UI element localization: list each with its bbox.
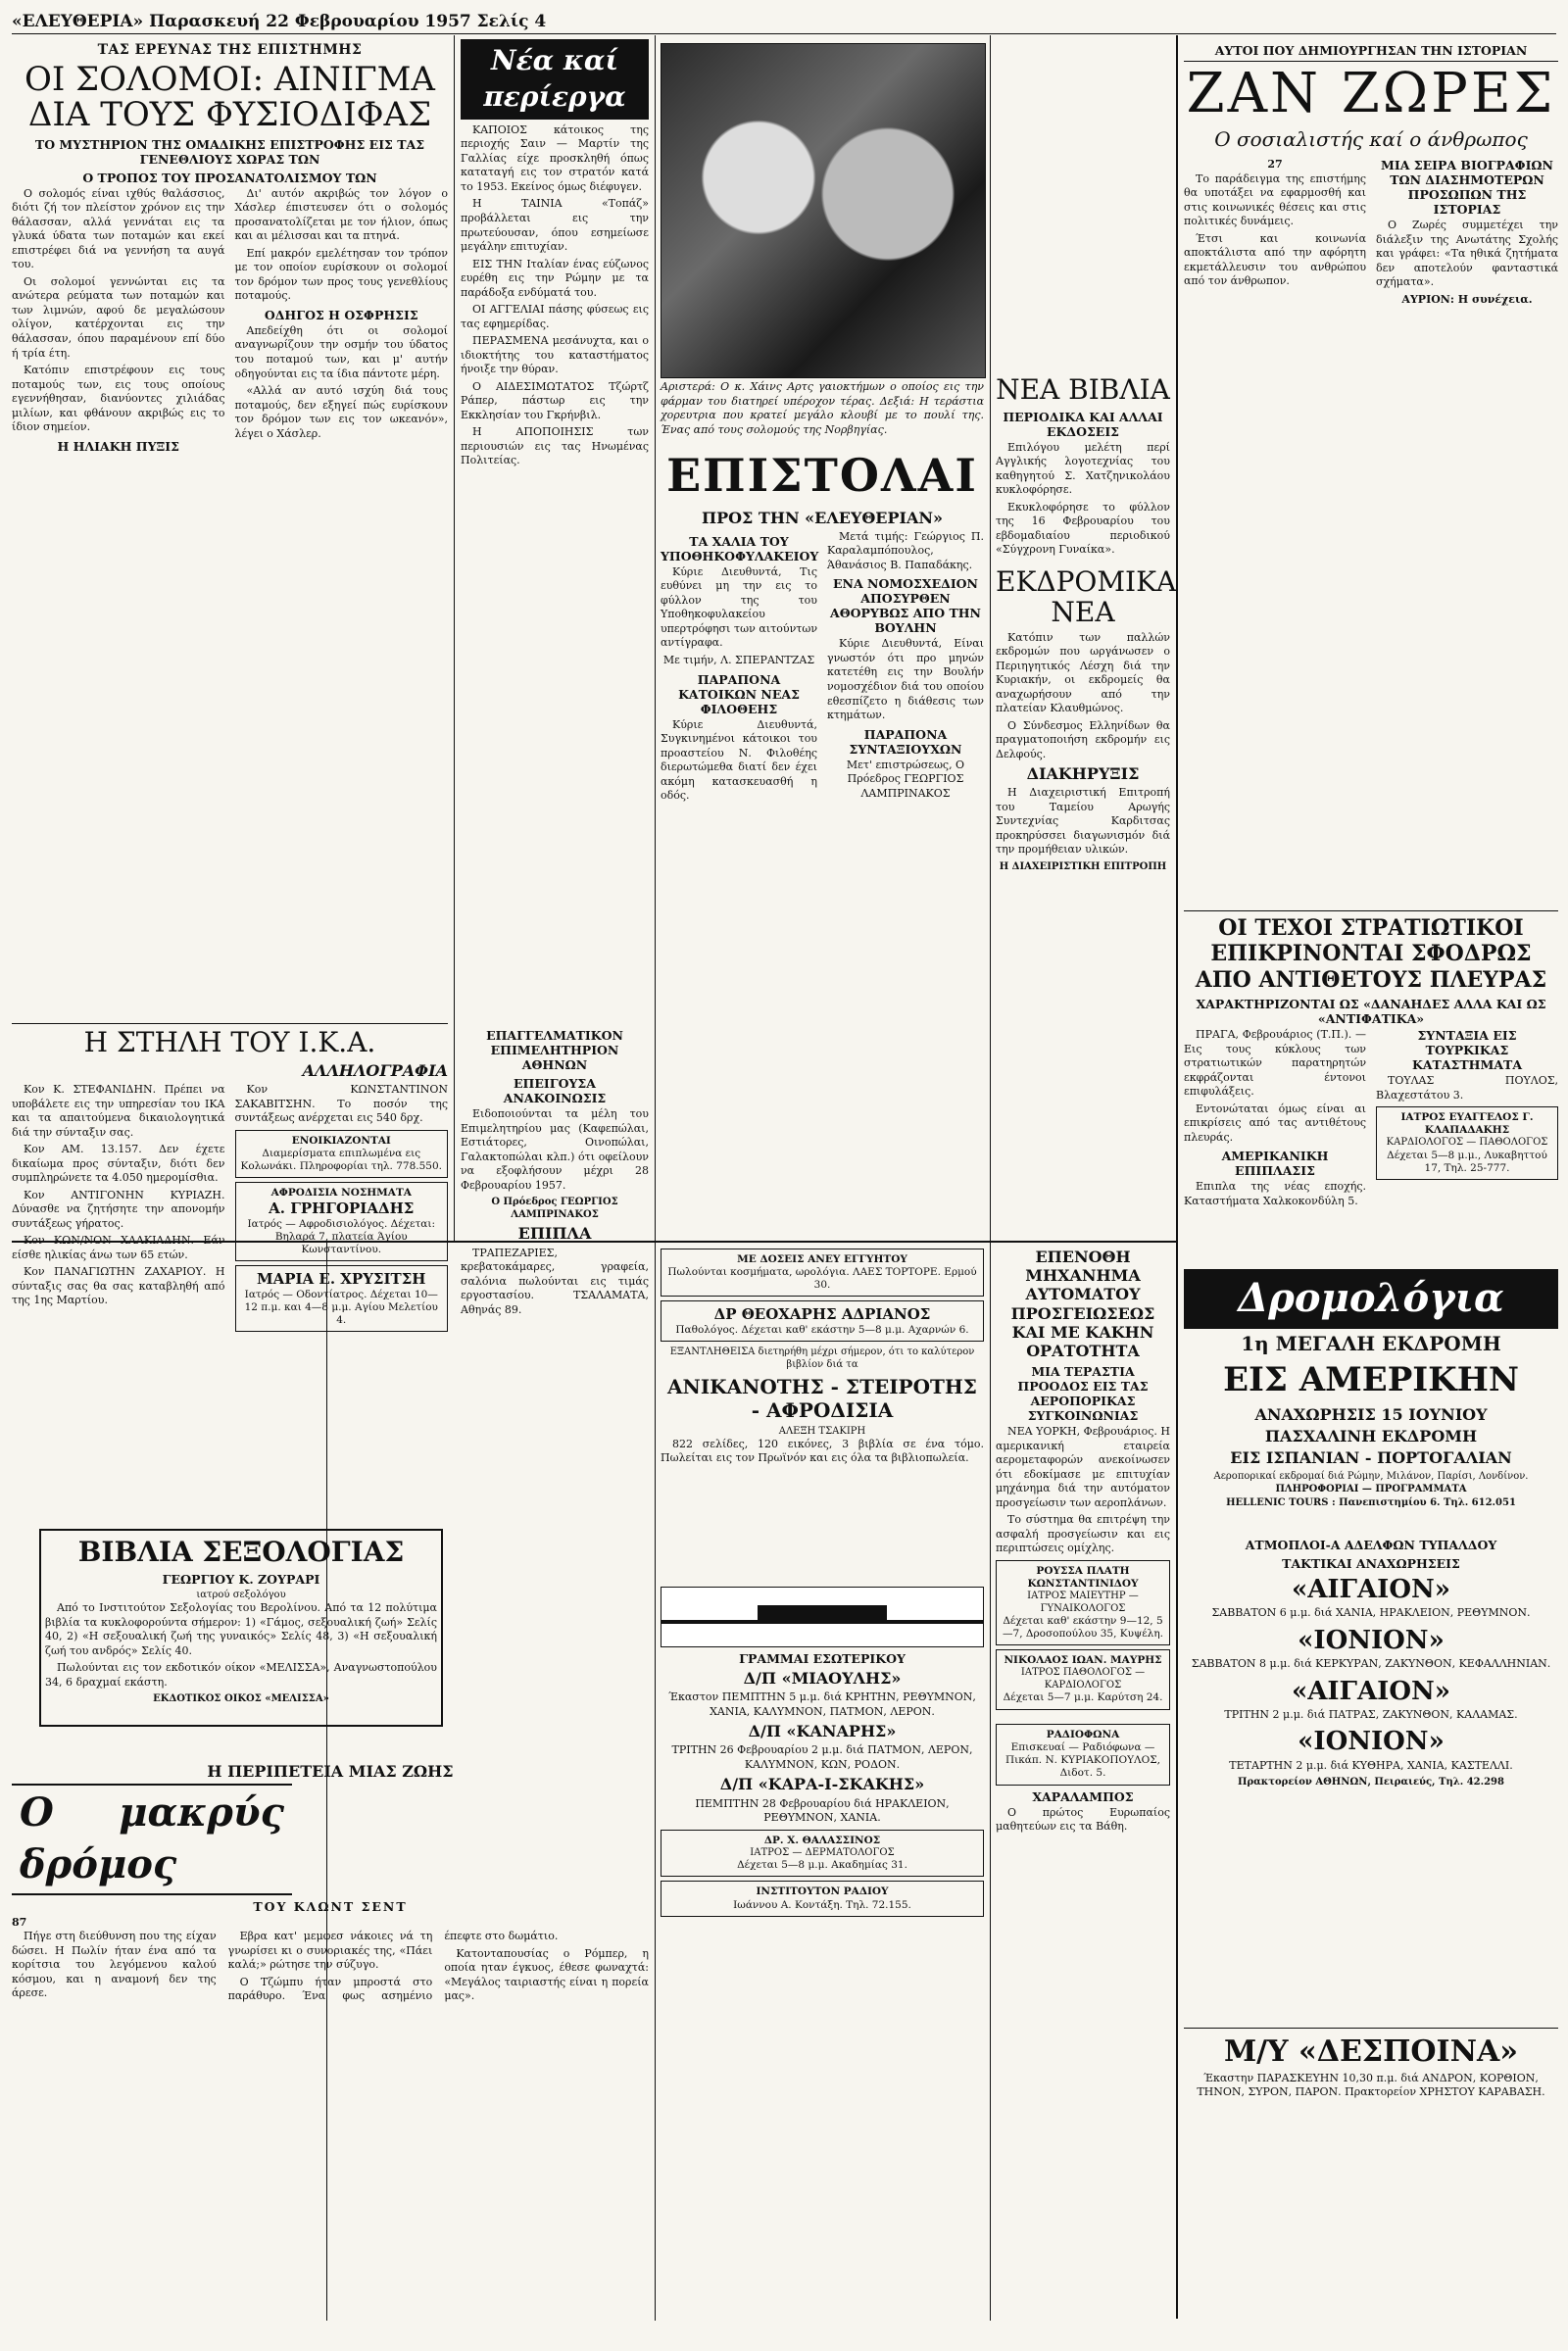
ad-sexologia [39, 1529, 443, 1727]
notice-sub: ΕΠΕΙΓΟΥΣΑ ΑΝΑΚΟΙΝΩΣΙΣ [503, 1076, 607, 1105]
article-title: ΖΑΝ ΖΩΡΕΣ [1186, 62, 1556, 125]
signature: Με τιμήν, Λ. ΣΠΕΡΑΝΤΖΑΣ [662, 654, 815, 666]
ad-name: ΝΙΚΟΛΑΟΣ ΙΩΑΝ. ΜΑΥΡΗΣ [1004, 1654, 1162, 1667]
ad-title: ΕΝΟΙΚΙΑΖΟΝΤΑΙ [291, 1134, 391, 1147]
paragraph: ΠΕΡΑΣΜΕΝΑ μεσάνυχτα, και ο ιδιοκτήτης του καταστήματος ήνοιξε την θύραν. [461, 334, 649, 376]
article-zan-zores [1184, 39, 1558, 902]
news-photo [661, 43, 986, 378]
radio-ad [996, 1724, 1170, 1786]
paragraph: Κύριε Διευθυντά, Συγκινημένοι κάτοικοι του προαστείου Ν. Φιλοθέης διερωτώμεθα διατί δεν έχει ακόμη κατασκευασθή η οδός. [661, 717, 817, 803]
serial-number: 27 [1267, 157, 1283, 171]
paragraph: Κατόπιν των παλλών εκδρομών που ωργάνωσεν ο Περιηγητικός Λέσχη διά την Κυριακήν, οι εκδρομείς θα αναχωρήσουν από την πλατείαν Κλαυθμώνος. [996, 630, 1170, 715]
ship-heading: ΑΤΜΟΠΛΟΙ-Α ΑΔΕΛΦΩΝ ΤΥΠΑΛΔΟΥ [1245, 1538, 1497, 1552]
ad-text: Ιατρός — Αφροδισιολόγος. Δέχεται: Βηλαρά 7, πλατεία Άγίου Κωνσταντίνου. [247, 1217, 436, 1256]
ad-text: Δέχεται 5—7 μ.μ. Καρύτση 24. [1003, 1691, 1163, 1704]
article-subtitle: ΧΑΡΑΚΤΗΡΙΖΟΝΤΑΙ ΩΣ «ΔΑΝΑΗΔΕΣ ΑΛΛΑ ΚΑΙ ΩΣ «ΑΝΤΙΦΑΤΙΚΑ» [1196, 997, 1546, 1027]
ship-name: «ΑΙΓΑΙΟΝ» [1291, 1575, 1451, 1604]
ad-text: ΠΛΗΡΟΦΟΡΙΑΙ — ΠΡΟΓΡΑΜΜΑΤΑ [1275, 1484, 1467, 1495]
paragraph: Απεδείχθη ότι οι σολομοί αναγνωρίζουν την οσμήν του ύδατος του ποταμού των, και μ' αυτήν οδηγούνται εις τα ίδια πάντοτε μέρη. [234, 323, 448, 380]
ship-name: Δ/Π «ΚΑΝΑΡΗΣ» [748, 1722, 897, 1741]
ship-name: «ΙΟΝΙΟΝ» [1298, 1625, 1445, 1655]
paragraph: Μετά τιμής: Γεώργιος Π. Καραλαμπόπουλος, Άθανάσιος Β. Παπαδάκης. [827, 529, 984, 571]
paragraph: Ειδοποιούνται τα μέλη του Επιμελητηρίου μας (Καφεπώλαι, Εστιάτορες, Οινοπώλαι, Γαλακτοπώλαι κλπ.) ότι οφείλουν να εξοφλήσουν μέχρι 28 Φεβρουαρίου 1957. [461, 1107, 649, 1192]
ship-schedule: ΤΕΤΑΡΤΗΝ 2 μ.μ. διά ΚΥΘΗΡΑ, ΧΑΝΙΑ, ΚΑΣΤΕΛΛΙ. [1229, 1758, 1513, 1772]
ad-line: ΠΑΣΧΑΛΙΝΗ ΕΚΔΡΟΜΗ [1264, 1426, 1478, 1445]
ad-name: ΡΟΥΣΣΑ ΠΛΑΤΗ ΚΩΝΣΤΑΝΤΙΝΙΔΟΥ [1027, 1564, 1139, 1590]
paragraph: Κον ΑΝΤΙΓΟΝΗΝ ΚΥΡΙΑΖΗ. Δύνασθε να ζητήσητε την απονομήν συντάξεως γήρατος. [12, 1188, 225, 1230]
section-heading: ΟΔΗΓΟΣ Η ΟΣΦΡΗΣΙΣ [264, 307, 418, 322]
shipping-block-left [661, 1583, 984, 2318]
ad-line: ΕΙΣ ΙΣΠΑΝΙΑΝ - ΠΟΡΤΟΓΑΛΙΑΝ [1230, 1448, 1512, 1468]
paragraph: Επιλόγου μελέτη περί Αγγλικής λογοτεχνίας του καθηγητού Σ. Χατζηνικολάου κυκλοφόρησε. [996, 440, 1170, 497]
paragraph: 822 σελίδες, 120 εικόνες, 3 βιβλία σε ένα τόμο. Πωλείται εις τον Πρωϊνόν και εις όλα τα βιβλιοπωλεία. [661, 1437, 984, 1465]
column-lower-inner-2 [996, 1720, 1170, 2318]
ad-text: Ιωάννου Α. Κοντάξη. Τηλ. 72.155. [733, 1898, 911, 1911]
column-nea-kai-periergia [461, 39, 649, 1019]
section-heading: ΠΑΡΑΠΟΝΑ ΚΑΤΟΙΚΩΝ ΝΕΑΣ ΦΙΛΟΘΕΗΣ [678, 671, 800, 716]
paragraph: ΟΙ ΑΓΓΕΛΙΑΙ πάσης φύσεως εις τας εφημερίδας. [461, 303, 649, 330]
section-title: ΔΙΑΚΗΡΥΞΙΣ [1026, 764, 1140, 784]
ship-schedule: ΤΡΙΤΗΝ 26 Φεβρουαρίου 2 μ.μ. διά ΠΑΤΜΟΝ, ΛΕΡΟΝ, ΚΑΛΥΜΝΟΝ, ΚΩΝ, ΡΟΔΟΝ. [671, 1743, 973, 1771]
section-title: ΕΚΔΡΟΜΙΚΑ ΝΕΑ [996, 564, 1177, 628]
section-heading: ΧΑΡΑΛΑΜΠΟΣ [1032, 1788, 1134, 1804]
doctor-ad [996, 1649, 1170, 1709]
paragraph: Πήγε στη διεύθυνση που της είχαν δώσει. Η Πωλίν ήταν ένα από τα κορίτσια του λεγόμενου καλού κόσμου, και η αναμονή δεν της άρεσε. [12, 1930, 217, 2000]
shipping-block-right [1184, 1534, 1558, 2014]
ship-illustration [661, 1587, 984, 1647]
ad-line: 1η ΜΕΓΑΛΗ ΕΚΔΡΟΜΗ [1241, 1331, 1501, 1355]
radio-ad [661, 1881, 984, 1916]
paragraph: Εβρα κατ' μεμφεσ νάκοιες νά τη γνωρίσει κι ο συνοριακές της, «Πάει καλά;» ρώτησε την σύζυγο. [227, 1930, 433, 1972]
ad-text: Πωλούνται κοσμήματα, ωρολόγια. ΛΑΕΣ ΤΟΡΤΟΡΕ. Ερμού 30. [667, 1266, 977, 1292]
ship-schedule: Έκαστον ΠΕΜΠΤΗΝ 5 μ.μ. διά ΚΡΗΤΗΝ, ΡΕΘΥΜΝΟΝ, ΧΑΝΙΑ, ΚΑΛΥΜΝΟΝ, ΠΑΤΜΟΝ, ΛΕΡΟΝ. [668, 1690, 976, 1718]
signature: Μετ' επιστρώσεως, Ο Πρόεδρος ΓΕΩΡΓΙΟΣ ΛΑΜΠΡΙΝΑΚΟΣ [846, 758, 965, 800]
section-heading: ΤΑ ΧΑΛΙΑ ΤΟΥ ΥΠΟΘΗΚΟΦΥΛΑΚΕΙΟΥ [661, 533, 819, 563]
paragraph: Κον ΚΩΝ/ΝΟΝ ΧΑΛΚΙΑΔΗΝ. Εάν είσθε ηλικίας άνω των 65 ετών. [12, 1234, 225, 1261]
column-right-inner [996, 39, 1177, 1240]
paragraph: ΝΕΑ ΥΟΡΚΗ, Φεβρουάριος. Η αμερικανική εταιρεία αερομεταφορών ανεκοίνωσεν ότι εδοκίμασε με επιτυχίαν μηχάνημα διά την αυτόματον προσγείωσιν των αεροπλάνων. [996, 1425, 1171, 1509]
paragraph: ΤΡΑΠΕΖΑΡΙΕΣ, κρεβατοκάμαρες, γραφεία, σαλόνια πωλούνται εις τιμάς εργοστασίου. ΤΣΑΛΑΜΑΤΑ, Αθηνάς 89. [461, 1246, 649, 1316]
masthead [12, 10, 1556, 34]
ship-schedule: ΠΕΜΠΤΗΝ 28 Φεβρουαρίου διά ΗΡΑΚΛΕΙΟΝ, ΡΕΘΥΜΝΟΝ, ΧΑΝΙΑ. [695, 1796, 950, 1825]
series-header: ΑΥΤΟΙ ΠΟΥ ΔΗΜΙΟΥΡΓΗΣΑΝ ΤΗΝ ΙΣΤΟΡΙΑΝ [1184, 43, 1558, 62]
continuation-note: ΑΥΡΙΟΝ: Η συνέχεια. [1401, 292, 1533, 306]
ad-jewelry [661, 1249, 984, 1297]
notice-sign: Η ΔΙΑΧΕΙΡΙΣΤΙΚΗ ΕΠΙΤΡΟΠΗ [999, 860, 1167, 872]
ad-title: ΕΠΙΠΛΑ [517, 1224, 592, 1244]
ad-text: Δέχεται καθ' εκάστην 9—12, 5—7, Δροσοπούλου 35, Κυψέλη. [1003, 1615, 1163, 1641]
article-solomoi [12, 39, 448, 823]
section-sub: ΠΕΡΙΟΔΙΚΑ ΚΑΙ ΑΛΛΑΙ ΕΚΔΟΣΕΙΣ [1003, 409, 1163, 439]
paragraph: Ο σολομός είναι ιχθύς θαλάσσιος, διότι ζή τον πλείστον χρόνον εις την θάλασσαν, αλλά γεννάται εις τα γλυκά ύδατα των ποταμών και εκεί επιστρέφει διά να γεννήση τα αυγά του. [12, 186, 225, 271]
ad-name: ΜΑΡΙΑ Ε. ΧΡΥΣΙΤΣΗ [257, 1270, 426, 1289]
ad-sub: ΙΑΤΡΟΣ — ΔΕΡΜΑΤΟΛΟΓΟΣ [750, 1846, 895, 1858]
article-title: ΟΙ ΣΟΛΟΜΟΙ: ΑΙΝΙΓΜΑ ΔΙΑ ΤΟΥΣ ΦΥΣΙΟΔΙΦΑΣ [24, 60, 435, 135]
paragraph: Η ΤΑΙΝΙΑ «Τοπάζ» προβάλλεται εις την πρωτεύουσαν, όπου εσημείωσε μεγάλην επιτυχίαν. [461, 197, 649, 254]
ship-name: Δ/Π «ΚΑΡΑ-Ι-ΣΚΑΚΗΣ» [719, 1775, 925, 1794]
paragraph: Ο ΑΙΔΕΣΙΜΩΤΑΤΟΣ Τζώρτζ Ράπερ, πάστωρ εις την Εκκλησίαν του Γκρήνβιλ. [461, 379, 649, 421]
ad-dromologia [1184, 1269, 1558, 1524]
article-subtitle: Ο σοσιαλιστής καί ο άνθρωπος [1214, 126, 1528, 151]
ship-heading: ΓΡΑΜΜΑΙ ΕΣΩΤΕΡΙΚΟΥ [739, 1651, 906, 1666]
paragraph: Ο Ζωρές συμμετέχει την διάλεξιν της Ανωτάτης Σχολής και γράφει: «Τα ηθικά ζητήματα δεν αποτελούν φανταστικά σχήματα». [1376, 218, 1558, 289]
paragraph: ΕΙΣ ΤΗΝ Ιταλίαν ένας εύζωνος ευρέθη εις την Ρώμην με τα παράδοξα ενδύματά του. [461, 257, 649, 299]
ad-author: ΓΕΩΡΓΙΟΥ Κ. ΖΟΥΡΑΡΙ [162, 1571, 320, 1587]
doctor-ad [661, 1300, 984, 1342]
doctor-ad [235, 1265, 449, 1332]
ad-text: Δέχεται 5—8 μ.μ., Λυκαβηττού 17, Τηλ. 25-777. [1387, 1149, 1547, 1175]
serial-author: ΤΟΥ ΚΛΩΝΤ ΣΕΝΤ [253, 1898, 408, 1914]
paragraph: Κον ΚΩΝΣΤΑΝΤΙΝΟΝ ΣΑΚΑΒΙΤΣΗΝ. Το ποσόν της συντάξεως ανέρχεται εις 540 δρχ. [234, 1082, 448, 1125]
ad-name: ΔΡ. Χ. ΘΑΛΑΣΣΙΝΟΣ [763, 1834, 881, 1846]
ship-name: «ΙΟΝΙΟΝ» [1298, 1727, 1445, 1757]
ship-subheading: ΤΑΚΤΙΚΑΙ ΑΝΑΧΩΡΗΣΕΙΣ [1282, 1556, 1460, 1571]
ad-title: ΑΦΡΟΔΙΣΙΑ ΝΟΣΗΜΑΤΑ [270, 1186, 412, 1199]
ad-line: ΕΙΣ ΑΜΕΡΙΚΗΝ [1223, 1359, 1519, 1399]
ad-text: Επισκευαί — Ραδιόφωνα — Πικάπ. Ν. ΚΥΡΙΑΚΟΠΟΥΛΟΣ, Διδοτ. 5. [1004, 1741, 1161, 1780]
section-heading: Η ΗΛΙΑΚΗ ΠΥΞΙΣ [57, 438, 179, 454]
article-title: ΕΠΕΝΟΘΗ ΜΗΧΑΝΗΜΑ ΑΥΤΟΜΑΤΟΥ ΠΡΟΣΓΕΙΩΣΕΩΣ ΚΑΙ ΜΕ ΚΑΚΗΝ ΟΡΑΤΟΤΗΤΑ [1010, 1248, 1155, 1360]
paragraph: Το παράδειγμα της επιστήμης θα υποτάξει να εφαρμοσθή και στις κοινωνικές θέσεις και στις πολιτικές δυνάμεις. [1184, 171, 1366, 228]
ad-title: ΒΙΒΛΙΑ ΣΕΞΟΛΟΓΙΑΣ [77, 1536, 405, 1568]
paragraph: Κον ΑΜ. 13.157. Δεν έχετε δικαίωμα προς σύνταξιν, διότι δεν συμπληρώνετε τα 4.050 ημερομίσθια. [12, 1143, 225, 1185]
paragraph: Δι' αυτόν ακριβώς τον λόγον ο Χάσλερ έπιστευσεν ότι ο σολομός προσανατολίζεται με τον ήλιον, όπως και αι μέλισσαι και τα πτηνά. [234, 186, 448, 243]
notice-title: ΕΠΑΓΓΕΛΜΑΤΙΚΟΝ ΕΠΙΜΕΛΗΤΗΡΙΟΝ ΑΘΗΝΩΝ [486, 1028, 623, 1072]
masthead-left: «ΕΛΕΥΘΕΡΙΑ» Παρασκευή 22 Φεβρουαρίου 1957 Σελίς 4 [12, 12, 547, 31]
photo-caption: Αριστερά: Ο κ. Χάινς Αρτς γαιοκτήμων ο οποίος εις την φάρμαν του διατηρεί υπέροχον τέρας. Δεξιά: Η τεράστια χορευτρια που κρατεί μεγάλο κλουβί με το πουλί της. Ένας από τους σολομούς της Νορβηγίας. [661, 380, 984, 436]
article-subtitle: ΤΟ ΜΥΣΤΗΡΙΟΝ ΤΗΣ ΟΜΑΔΙΚΗΣ ΕΠΙΣΤΡΟΦΗΣ ΕΙΣ ΤΑΣ ΓΕΝΕΘΛΙΟΥΣ ΧΩΡΑΣ ΤΩΝ [34, 136, 425, 167]
section-heading: ΠΑΡΑΠΟΝΑ ΣΥΝΤΑΞΙΟΥΧΩΝ [849, 726, 962, 757]
serial-makrys-dromos [12, 1759, 649, 2318]
paragraph: Κατονταπουσίας ο Ρόμπερ, η οποία ηταν έγκυος, έθεσε φωναχτά: «Μεγάλος ταιριαστής είναι η πορεία μας». [444, 1946, 649, 2003]
paragraph: Κατόπιν επιστρέφουν εις τους ποταμούς των, εις τους οποίους εγεννήθησαν, διανύοντες χιλιάδας μιλίων, και φθάνουν ακριβώς εις το ίδιον σημείον. [12, 364, 225, 434]
ship-contact: Πρακτορείον ΑΘΗΝΩΝ, Πειραιεύς, Τηλ. 42.298 [1238, 1777, 1504, 1788]
paragraph: Κον Κ. ΣΤΕΦΑΝΙΔΗΝ. Πρέπει να υποβάλετε εις την υπηρεσίαν του ΙΚΑ και τα απαιτούμενα δικαιολογητικά διά την σύνταξιν σας. [12, 1082, 225, 1139]
article-title: ΟΙ ΤΕΧΟΙ ΣΤΡΑΤΙΩΤΙΚΟΙ ΕΠΙΚΡΙΝΟΝΤΑΙ ΣΦΟΔΡΩΣ ΑΠΟ ΑΝΤΙΘΕΤΟΥΣ ΠΛΕΥΡΑΣ [1195, 915, 1547, 993]
paragraph: Ο πρώτος Ευρωπαίος μαθητεύων εις τα Βάθη. [996, 1805, 1170, 1834]
paragraph: Επί μακρόν εμελέτησαν τον τρόπον με τον οποίον ευρίσκουν οι σολομοί τον δρόμον των προς τους γενεθλίους ποταμούς. [234, 246, 448, 303]
serial-number: 87 [12, 1915, 27, 1929]
paragraph: Εντονώταται όμως είναι αι επικρίσεις από τας αντιθέτους πλευράς. [1184, 1102, 1366, 1144]
paragraph: ΚΑΠΟΙΟΣ κάτοικος της περιοχής Σαιν — Μαρτίν της Γαλλίας είχε προσκληθή όπως καταταγή εις τον στρατόν κατά το 1953. Εκείνος όμως διέφυγεν. [461, 122, 649, 193]
ship-name: Δ/Π «ΜΙΑΟΥΛΗΣ» [743, 1669, 902, 1688]
ad-line: ΑΝΑΧΩΡΗΣΙΣ 15 ΙΟΥΝΙΟΥ [1254, 1404, 1488, 1424]
doctor-ad [661, 1830, 984, 1878]
ad-text: Παθολόγος. Δέχεται καθ' εκάστην 5—8 μ.μ. Αχαρνών 6. [675, 1324, 969, 1337]
ship-schedule: ΤΡΙΤΗΝ 2 μ.μ. διά ΠΑΤΡΑΣ, ΖΑΚΥΝΘΟΝ, ΚΑΛΑΜΑΣ. [1224, 1707, 1518, 1721]
ad-title: ΣΥΝΤΑΞΙΑ ΕΙΣ ΤΟΥΡΚΙΚΑΣ ΚΑΤΑΣΤΗΜΑΤΑ [1411, 1028, 1523, 1073]
ad-text: Αεροπορικαί εκδρομαί διά Ρώμην, Μιλάνον, Παρίσι, Λονδίνον. [1213, 1471, 1529, 1483]
ship-name: Μ/Υ «ΔΕΣΠΟΙΝΑ» [1223, 2034, 1519, 2069]
section-banner: Δρομολόγια [1184, 1269, 1558, 1329]
paragraph: Πωλούνται εις τον εκδοτικόν οίκον «ΜΕΛΙΣΣΑ», Αναγνωστοπούλου 34, 6 δραχμαί εκάστη. [45, 1661, 437, 1689]
article-epistolai [661, 446, 984, 1235]
ad-name: Α. ΓΡΗΓΟΡΙΑΔΗΣ [269, 1200, 415, 1218]
ad-lead: ΕΞΑΝΤΛΗΘΕΙΣΑ διετηρήθη μέχρι σήμερον, ότι το καλύτερον βιβλίον διά τα [669, 1347, 975, 1371]
paragraph: Κον ΠΑΝΑΓΙΩΤΗΝ ΖΑΧΑΡΙΟΥ. Η σύνταξις σας θα σας καταβληθή από της 1ης Μαρτίου. [12, 1265, 225, 1307]
paragraph: Κύριε Διευθυντά, Είναι γνωστόν ότι προ μηνών κατετέθη εις την Βουλήν νομοσχέδιον διά του οποίου εθεσπίζετο η διάθεσις των κτημάτων. [827, 637, 984, 722]
column-lower-mid [661, 1245, 984, 1578]
paragraph: Ο Σύνδεσμος Ελληνίδων θα πραγματοποιήση εκδρομήν εις Δελφούς. [996, 718, 1170, 760]
ad-title: ΑΜΕΡΙΚΑΝΙΚΗ ΕΠΙΠΛΑΣΙΣ [1221, 1149, 1329, 1179]
article-kicker: ΤΑΣ ΕΡΕΥΝΑΣ ΤΗΣ ΕΠΙΣΤΗΜΗΣ [97, 42, 363, 58]
ad-author: ΑΛΕΞΗ ΤΣΑΚΙΡΗ [778, 1425, 866, 1437]
series-note: ΜΙΑ ΣΕΙΡΑ ΒΙΟΓΡΑΦΙΩΝ ΤΩΝ ΔΙΑΣΗΜΟΤΕΡΩΝ ΠΡΟΣΩΠΩΝ ΤΗΣ ΙΣΤΟΡΙΑΣ [1381, 157, 1553, 217]
paragraph: Έτσι και κοινωνία αποκτάλιστα από την αφόρητη εκμετάλλευσιν του ανθρώπου από τον άνθρωπον. [1184, 231, 1366, 288]
ad-name: ΡΑΔΙΟΦΩΝΑ [1046, 1729, 1120, 1740]
article-title: Η ΣΤΗΛΗ ΤΟΥ Ι.Κ.Α. [83, 1026, 376, 1058]
column-logo: Νέα καί περίεργα [461, 39, 649, 120]
ad-title: ΜΕ ΔΟΣΕΙΣ ΑΝΕΥ ΕΓΓΥΗΤΟΥ [737, 1253, 907, 1265]
ad-text: Ιατρός — Οδοντίατρος. Δέχεται 10—12 π.μ. και 4—8 μ.μ. Αγίου Μελετίου 4. [244, 1288, 438, 1327]
paragraph: Επιπλα της νέας εποχής. Καταστήματα Χαλκοκονδύλη 5. [1184, 1180, 1366, 1207]
paragraph: Από το Ινστιτούτον Σεξολογίας του Βερολίνου. Από τα 12 πολύτιμα βιβλία τα κυκλοφορούντα σήμερον: 1) «Γάμος, σεξουαλική ζωή» Σελίς 40, 2) «Η σεξουαλική ζωή της γυναικός» Σελίς 48, 3) «Η σεξουαλική ζωή του ανδρός» Σελίς 40. [45, 1600, 437, 1657]
ad-despoina [1184, 2024, 1558, 2318]
paragraph: Κύριε Διευθυντά, Τις ευθύνει μη την εις το φύλλον της του Υποθηκοφυλακείου υπερτρόφησι των αιτούντων αντίγραφα. [661, 564, 817, 650]
paragraph: Η ΑΠΟΠΟΙΗΣΙΣ των περιουσιών εις τας Ηνωμένας Πολιτείας. [461, 425, 649, 467]
section-heading: ΕΝΑ ΝΟΜΟΣΧΕΔΙΟΝ ΑΠΟΣΥΡΘΕΝ ΑΘΟΡΥΒΩΣ ΑΠΟ ΤΗΝ ΒΟΥΛΗΝ [830, 576, 981, 636]
article-subtitle: ΠΡΟΣ ΤΗΝ «ΕΛΕΥΘΕΡΙΑΝ» [701, 508, 944, 527]
article-subtitle: ΑΛΛΗΛΟΓΡΑΦΙΑ [302, 1060, 448, 1080]
notice-sign: Ο Πρόεδρος ΓΕΩΡΓΙΟΣ ΛΑΜΠΡΙΝΑΚΟΣ [491, 1197, 618, 1221]
ad-name: ΙΝΣΤΙΤΟΥΤΟΝ ΡΑΔΙΟΥ [756, 1886, 889, 1898]
ad-title: ΑΝΙΚΑΝΟΤΗΣ - ΣΤΕΙΡΟΤΗΣ - ΑΦΡΟΔΙΣΙΑ [667, 1374, 977, 1422]
ship-schedule: Έκαστην ΠΑΡΑΣΚΕΥΗΝ 10,30 π.μ. διά ΑΝΔΡΟΝ, ΚΟΡΘΙΟΝ, ΤΗΝΟΝ, ΣΥΡΟΝ, ΠΑΡΟΝ. Πρακτορείον ΧΡΗΣΤΟΥ ΚΑΡΑΒΑΣΗ. [1197, 2071, 1545, 2099]
serial-kicker: Η ΠΕΡΙΠΕΤΕΙΑ ΜΙΑΣ ΖΩΗΣ [207, 1762, 454, 1781]
column-lower-inner [996, 1245, 1170, 1715]
article-subtitle: ΜΙΑ ΤΕΡΑΣΤΙΑ ΠΡΟΟΔΟΣ ΕΙΣ ΤΑΣ ΑΕΡΟΠΟΡΙΚΑΣ ΣΥΓΚΟΙΝΩΝΙΑΣ [1017, 1364, 1149, 1424]
doctor-ad [235, 1182, 449, 1261]
section-title: ΝΕΑ ΒΙΒΛΙΑ [996, 373, 1170, 406]
paragraph: Η Διαχειριστική Επιτροπή του Ταμείου Αρωγής Συντεχνίας Καρδιτσας προκηρύσσει διαγωνισμόν διά την προμήθειαν υλικών. [996, 786, 1170, 857]
article-subtitle-2: Ο ΤΡΟΠΟΣ ΤΟΥ ΠΡΟΣΑΝΑΤΟΛΙΣΜΟΥ ΤΩΝ [82, 170, 377, 185]
paragraph: Εκυκλοφόρησε το φύλλον της 16 Φεβρουαρίου του εβδομαδιαίου περιοδικού «Σύγχρονη Γυναίκα». [996, 500, 1170, 557]
ship-name: «ΑΙΓΑΙΟΝ» [1291, 1676, 1451, 1706]
doctor-ad [1376, 1106, 1558, 1180]
notice-epimelitirio [461, 1024, 649, 1316]
ad-sub: ιατρού σεξολόγου [196, 1589, 286, 1600]
ad-name: ΙΑΤΡΟΣ ΕΥΑΓΓΕΛΟΣ Γ. ΚΛΑΠΑΔΑΚΗΣ [1400, 1111, 1534, 1137]
ad-text: HELLENIC TOURS : Πανεπιστημίου 6. Τηλ. 612.051 [1226, 1496, 1516, 1508]
serial-title: Ο μακρύς δρόμος [12, 1784, 292, 1895]
paragraph: Το σύστημα θα επιτρέψη την ασφαλή προσγείωσιν και εις περιπτώσεις ομίχλης. [996, 1513, 1170, 1555]
paragraph: ΤΟΥΛΑΣ ΠΟΥΛΟΣ, Βλαχεστάτου 3. [1376, 1074, 1558, 1102]
ad-footer: ΕΚΔΟΤΙΚΟΣ ΟΙΚΟΣ «ΜΕΛΙΣΣΑ» [153, 1693, 329, 1705]
paragraph: «Αλλά αν αυτό ισχύη διά τους ποταμούς, δεν εξηγεί πώς ευρίσκουν τον δρόμον των εις τον ωκεανόν», λέγει ο Χάσλερ. [234, 384, 448, 440]
paragraph: ΠΡΑΓΑ, Φεβρουάριος (Τ.Π.). — Εις τους κύκλους των στρατιωτικών παρατηρητών εκφράζονται έντονοι επιφυλάξεις. [1184, 1028, 1366, 1099]
ad-text: Δέχεται 5—8 μ.μ. Ακαδημίας 31. [737, 1859, 907, 1872]
ad-sub: ΙΑΤΡΟΣ ΠΑΘΟΛΟΓΟΣ — ΚΑΡΔΙΟΛΟΓΟΣ [1020, 1667, 1146, 1690]
ad-name: ΔΡ ΘΕΟΧΑΡΗΣ ΑΔΡΙΑΝΟΣ [713, 1305, 931, 1324]
article-title: ΕΠΙΣΤΟΛΑΙ [666, 449, 978, 502]
ship-schedule: ΣΑΒΒΑΤΟΝ 8 μ.μ. διά ΚΕΡΚΥΡΑΝ, ΖΑΚΥΝΘΟΝ, ΚΕΦΑΛΛΗΝΙΑΝ. [1191, 1657, 1551, 1671]
paragraph: Οι σολομοί γεννώνται εις τα ανώτερα ρεύματα των ποταμών και των λιμνών, αφού δε μεγαλώσουν ολίγον, κατέρχονται εις την θάλασσαν, όπου παραμένουν επί δύο ή τρία έτη. [12, 274, 225, 360]
doctor-ad [996, 1560, 1170, 1646]
article-ika [12, 1019, 448, 1529]
article-texoi [1184, 906, 1558, 1264]
paragraph: Ο Τζώμπυ ήταν μπροστά στο παράθυρο. Ένα φως ασημένιο έπεφτε στο δωμάτιο. [227, 1930, 559, 2003]
ad-sub: ΚΑΡΔΙΟΛΟΓΟΣ — ΠΑΘΟΛΟΓΟΣ [1386, 1137, 1548, 1149]
ship-schedule: ΣΑΒΒΑΤΟΝ 6 μ.μ. διά ΧΑΝΙΑ, ΗΡΑΚΛΕΙΟΝ, ΡΕΘΥΜΝΟΝ. [1211, 1606, 1531, 1620]
ad-text: Διαμερίσματα επιπλωμένα εις Κολωνάκι. Πληροφορίαι τηλ. 778.550. [240, 1147, 442, 1172]
small-ad [235, 1130, 449, 1178]
ad-sub: ΙΑΤΡΟΣ ΜΑΙΕΥΤΗΡ — ΓΥΝΑΙΚΟΛΟΓΟΣ [1027, 1591, 1139, 1614]
